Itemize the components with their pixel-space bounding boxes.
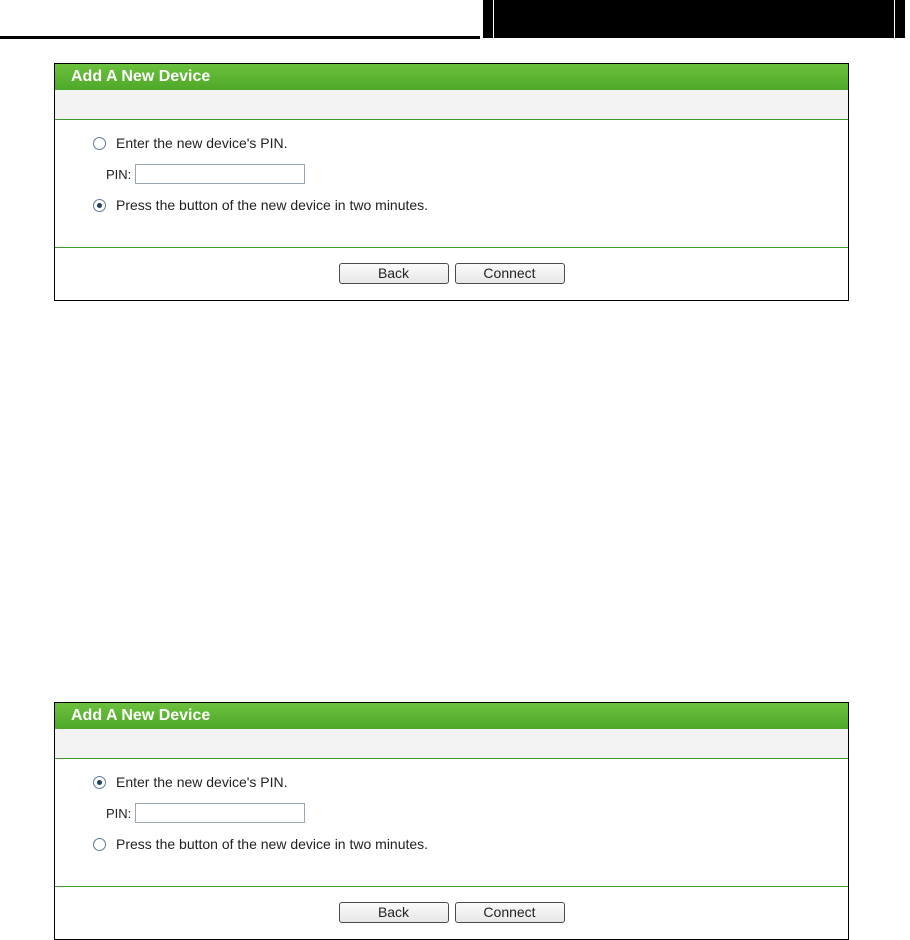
panel-title: Add A New Device [55,703,848,729]
pin-option-label: Enter the new device's PIN. [116,774,288,790]
button-option-label: Press the button of the new device in two minutes. [116,197,429,213]
option-pin-row[interactable] [93,772,288,792]
panel-body [55,120,848,248]
header-bar-separator-right [894,0,895,38]
pin-option-radio[interactable] [93,776,106,789]
pin-field-row [106,801,305,825]
header-black-bar [483,0,905,38]
pin-input[interactable] [135,164,305,184]
document-header [0,0,910,40]
pin-field-row [106,162,305,186]
pin-field-label: PIN: [106,166,132,182]
panel-strip [55,90,848,120]
panel-footer [55,248,848,299]
button-option-label: Press the button of the new device in two minutes. [116,836,429,852]
add-device-panel [54,63,849,301]
panel-footer [55,887,848,938]
header-rule [0,36,480,39]
button-option-radio[interactable] [93,838,106,851]
connect-button[interactable]: Connect [455,902,565,923]
pin-option-radio[interactable] [93,137,106,150]
option-pin-row[interactable] [93,133,288,153]
option-button-row[interactable] [93,834,428,854]
button-option-radio[interactable] [93,199,106,212]
option-button-row[interactable] [93,195,428,215]
back-button[interactable]: Back [339,263,449,284]
connect-button[interactable]: Connect [455,263,565,284]
panel-body [55,759,848,887]
panel-title: Add A New Device [55,64,848,90]
panel-strip [55,729,848,759]
add-device-panel [54,702,849,940]
pin-field-label: PIN: [106,805,132,821]
back-button[interactable]: Back [339,902,449,923]
header-bar-separator [493,0,494,38]
pin-input[interactable] [135,803,305,823]
pin-option-label: Enter the new device's PIN. [116,135,288,151]
